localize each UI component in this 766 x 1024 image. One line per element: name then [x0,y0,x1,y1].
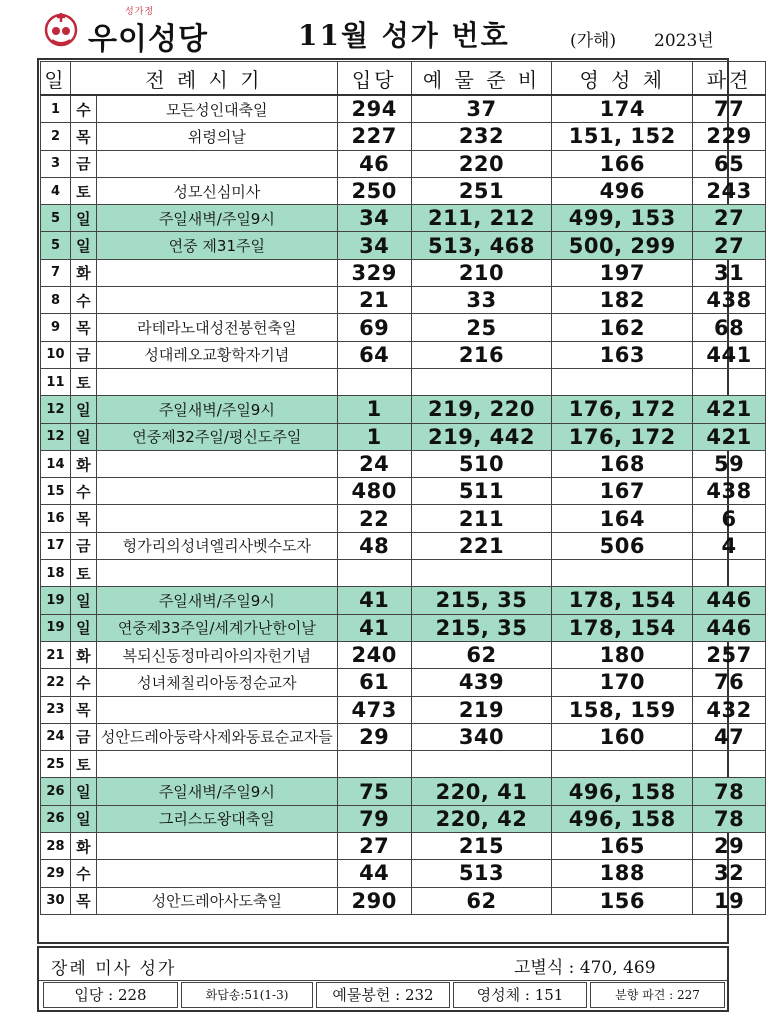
communion-hymn-cell: 178, 154 [552,587,693,614]
liturgy-cell: 그리스도왕대축일 [96,805,337,832]
liturgy-cell [96,478,337,505]
offertory-hymn-cell: 513, 468 [411,232,552,259]
col-header-communion: 영 성 체 [552,62,693,96]
communion-hymn-cell [552,368,693,395]
communion-hymn-cell: 499, 153 [552,205,693,232]
day-cell: 9 [41,314,71,341]
communion-hymn-cell: 496, 158 [552,805,693,832]
weekday-cell: 토 [70,560,96,587]
day-cell: 19 [41,614,71,641]
entrance-hymn-cell [337,560,411,587]
liturgy-cell: 위령의날 [96,123,337,150]
offertory-hymn-cell: 219, 442 [411,423,552,450]
entrance-hymn-cell: 1 [337,396,411,423]
entrance-hymn-cell: 227 [337,123,411,150]
weekday-cell: 수 [70,669,96,696]
communion-hymn-cell: 156 [552,887,693,914]
liturgy-cell: 주일새벽/주일9시 [96,778,337,805]
offertory-hymn-cell: 221 [411,532,552,559]
communion-hymn-cell: 176, 172 [552,396,693,423]
offertory-hymn-cell: 340 [411,723,552,750]
weekday-cell: 일 [70,614,96,641]
table-row [41,723,766,750]
communion-hymn-cell: 151, 152 [552,123,693,150]
day-cell: 4 [41,177,71,204]
entrance-hymn-cell: 34 [337,232,411,259]
communion-hymn-cell: 496 [552,177,693,204]
entrance-hymn-cell: 79 [337,805,411,832]
communion-hymn-cell: 174 [552,95,693,123]
entrance-hymn-cell [337,368,411,395]
col-header-sending: 파견 [693,62,766,96]
weekday-cell: 일 [70,205,96,232]
day-cell: 17 [41,532,71,559]
liturgy-cell: 연중제33주일/세계가난한이날 [96,614,337,641]
funeral-communion: 영성체 : 151 [453,982,587,1008]
day-cell: 1 [41,95,71,123]
table-row [41,368,766,395]
day-cell: 16 [41,505,71,532]
day-cell: 14 [41,450,71,477]
day-cell: 8 [41,287,71,314]
weekday-cell: 일 [70,423,96,450]
weekday-cell: 수 [70,860,96,887]
communion-hymn-cell: 167 [552,478,693,505]
sending-hymn-cell: 421 [693,396,766,423]
communion-hymn-cell: 166 [552,150,693,177]
communion-hymn-cell: 168 [552,450,693,477]
offertory-hymn-cell [411,751,552,778]
sending-hymn-cell: 257 [693,641,766,668]
table-row [41,641,766,668]
offertory-hymn-cell: 215 [411,833,552,860]
col-header-offertory: 예 물 준 비 [411,62,552,96]
day-cell: 26 [41,805,71,832]
liturgy-cell: 성안드레아둥락사제와동료순교자들 [96,723,337,750]
sending-hymn-cell: 19 [693,887,766,914]
offertory-hymn-cell: 219 [411,696,552,723]
table-row [41,560,766,587]
day-cell: 12 [41,423,71,450]
table-row-sunday [41,205,766,232]
sending-hymn-cell: 31 [693,259,766,286]
table-row-sunday [41,805,766,832]
sending-hymn-cell: 78 [693,805,766,832]
page-header [0,0,766,60]
entrance-hymn-cell: 29 [337,723,411,750]
weekday-cell: 금 [70,532,96,559]
liturgy-cell: 성녀체칠리아동정순교자 [96,669,337,696]
entrance-hymn-cell: 75 [337,778,411,805]
table-row [41,532,766,559]
parish-name: 우이성당 [88,22,208,57]
offertory-hymn-cell: 220, 41 [411,778,552,805]
entrance-hymn-cell: 329 [337,259,411,286]
entrance-hymn-cell: 27 [337,833,411,860]
communion-hymn-cell: 170 [552,669,693,696]
offertory-hymn-cell: 511 [411,478,552,505]
weekday-cell: 수 [70,95,96,123]
sending-hymn-cell: 27 [693,205,766,232]
liturgy-cell: 주일새벽/주일9시 [96,587,337,614]
liturgy-cell [96,833,337,860]
liturgy-cell: 주일새벽/주일9시 [96,396,337,423]
liturgy-cell: 성안드레아사도축일 [96,887,337,914]
table-row [41,887,766,914]
offertory-hymn-cell: 439 [411,669,552,696]
weekday-cell: 금 [70,341,96,368]
offertory-hymn-cell: 220 [411,150,552,177]
offertory-hymn-cell: 219, 220 [411,396,552,423]
liturgical-cycle: (가해) [570,31,617,51]
table-row-sunday [41,614,766,641]
offertory-hymn-cell: 510 [411,450,552,477]
weekday-cell: 목 [70,314,96,341]
day-cell: 3 [41,150,71,177]
entrance-hymn-cell: 48 [337,532,411,559]
table-row [41,696,766,723]
communion-hymn-cell: 182 [552,287,693,314]
offertory-hymn-cell: 215, 35 [411,614,552,641]
table-row [41,287,766,314]
funeral-mass-label: 장례 미사 성가 [51,959,177,979]
day-cell: 30 [41,887,71,914]
table-row [41,450,766,477]
table-row [41,259,766,286]
communion-hymn-cell: 160 [552,723,693,750]
table-row [41,478,766,505]
liturgy-cell: 성모신심미사 [96,177,337,204]
communion-hymn-cell: 163 [552,341,693,368]
sending-hymn-cell: 229 [693,123,766,150]
communion-hymn-cell: 165 [552,833,693,860]
offertory-hymn-cell: 215, 35 [411,587,552,614]
weekday-cell: 금 [70,723,96,750]
liturgy-cell: 헝가리의성녀엘리사벳수도자 [96,532,337,559]
table-row [41,123,766,150]
weekday-cell: 토 [70,751,96,778]
liturgy-cell [96,696,337,723]
entrance-hymn-cell: 69 [337,314,411,341]
weekday-cell: 일 [70,232,96,259]
sending-hymn-cell: 68 [693,314,766,341]
communion-hymn-cell: 197 [552,259,693,286]
day-cell: 22 [41,669,71,696]
communion-hymn-cell: 178, 154 [552,614,693,641]
day-cell: 25 [41,751,71,778]
page-title: 11월 성가 번호 [298,19,510,52]
day-cell: 18 [41,560,71,587]
sending-hymn-cell: 47 [693,723,766,750]
table-row [41,341,766,368]
col-header-entrance: 입당 [337,62,411,96]
funeral-header-line [39,948,727,981]
entrance-hymn-cell: 64 [337,341,411,368]
offertory-hymn-cell: 232 [411,123,552,150]
offertory-hymn-cell: 33 [411,287,552,314]
communion-hymn-cell: 188 [552,860,693,887]
weekday-cell: 목 [70,887,96,914]
year-label: 2023년 [654,31,714,51]
entrance-hymn-cell: 46 [337,150,411,177]
offertory-hymn-cell: 211 [411,505,552,532]
day-cell: 15 [41,478,71,505]
funeral-responsorial: 화답송:51(1-3) [181,982,313,1008]
liturgy-cell [96,450,337,477]
funeral-incense-sending: 분향 파견 : 227 [590,982,725,1008]
weekday-cell: 수 [70,478,96,505]
weekday-cell: 일 [70,587,96,614]
table-row [41,505,766,532]
sending-hymn-cell: 32 [693,860,766,887]
liturgy-cell [96,259,337,286]
day-cell: 10 [41,341,71,368]
table-row [41,833,766,860]
liturgy-cell: 복되신동정마리아의자헌기념 [96,641,337,668]
offertory-hymn-cell: 62 [411,887,552,914]
offertory-hymn-cell: 25 [411,314,552,341]
sending-hymn-cell: 6 [693,505,766,532]
col-header-liturgy: 전 례 시 기 [70,62,337,96]
communion-hymn-cell [552,560,693,587]
sending-hymn-cell: 432 [693,696,766,723]
offertory-hymn-cell [411,368,552,395]
table-row [41,860,766,887]
communion-hymn-cell: 180 [552,641,693,668]
liturgy-cell: 성대레오교황학자기념 [96,341,337,368]
sending-hymn-cell: 4 [693,532,766,559]
offertory-hymn-cell: 216 [411,341,552,368]
sending-hymn-cell [693,751,766,778]
sending-hymn-cell [693,560,766,587]
entrance-hymn-cell: 290 [337,887,411,914]
entrance-hymn-cell: 41 [337,587,411,614]
weekday-cell: 화 [70,833,96,860]
communion-hymn-cell: 496, 158 [552,778,693,805]
entrance-hymn-cell: 61 [337,669,411,696]
weekday-cell: 일 [70,778,96,805]
offertory-hymn-cell: 513 [411,860,552,887]
offertory-hymn-cell: 37 [411,95,552,123]
funeral-mass-section [37,946,729,1012]
hymn-table [40,61,766,915]
day-cell: 7 [41,259,71,286]
sending-hymn-cell: 438 [693,478,766,505]
table-row-sunday [41,423,766,450]
day-cell: 2 [41,123,71,150]
liturgy-cell: 라테라노대성전봉헌축일 [96,314,337,341]
weekday-cell: 목 [70,505,96,532]
liturgy-cell [96,560,337,587]
entrance-hymn-cell: 24 [337,450,411,477]
brand-subtitle: 성가정 [125,7,155,17]
weekday-cell: 화 [70,259,96,286]
sending-hymn-cell: 438 [693,287,766,314]
liturgy-cell: 연중제32주일/평신도주일 [96,423,337,450]
weekday-cell: 토 [70,368,96,395]
sending-hymn-cell: 65 [693,150,766,177]
weekday-cell: 수 [70,287,96,314]
sending-hymn-cell [693,368,766,395]
communion-hymn-cell: 506 [552,532,693,559]
entrance-hymn-cell: 480 [337,478,411,505]
entrance-hymn-cell: 41 [337,614,411,641]
liturgy-cell [96,287,337,314]
farewell-rite-hymns: 고별식 : 470, 469 [514,958,656,978]
offertory-hymn-cell: 251 [411,177,552,204]
parish-logo-icon [44,10,78,48]
day-cell: 21 [41,641,71,668]
col-header-day: 일 [41,62,71,96]
weekday-cell: 화 [70,641,96,668]
weekday-cell: 일 [70,805,96,832]
weekday-cell: 금 [70,150,96,177]
liturgy-cell [96,751,337,778]
communion-hymn-cell: 164 [552,505,693,532]
communion-hymn-cell: 162 [552,314,693,341]
sending-hymn-cell: 29 [693,833,766,860]
entrance-hymn-cell: 34 [337,205,411,232]
communion-hymn-cell [552,751,693,778]
offertory-hymn-cell [411,560,552,587]
table-row-sunday [41,778,766,805]
sending-hymn-cell: 446 [693,614,766,641]
offertory-hymn-cell: 210 [411,259,552,286]
entrance-hymn-cell: 240 [337,641,411,668]
weekday-cell: 일 [70,396,96,423]
sending-hymn-cell: 421 [693,423,766,450]
sending-hymn-cell: 77 [693,95,766,123]
table-row [41,314,766,341]
entrance-hymn-cell: 473 [337,696,411,723]
table-row [41,95,766,123]
entrance-hymn-cell: 294 [337,95,411,123]
weekday-cell: 화 [70,450,96,477]
day-cell: 5 [41,232,71,259]
entrance-hymn-cell: 250 [337,177,411,204]
sending-hymn-cell: 243 [693,177,766,204]
liturgy-cell [96,368,337,395]
sending-hymn-cell: 27 [693,232,766,259]
table-row [41,751,766,778]
offertory-hymn-cell: 220, 42 [411,805,552,832]
sending-hymn-cell: 76 [693,669,766,696]
weekday-cell: 토 [70,177,96,204]
sending-hymn-cell: 441 [693,341,766,368]
sending-hymn-cell: 446 [693,587,766,614]
day-cell: 12 [41,396,71,423]
liturgy-cell [96,150,337,177]
weekday-cell: 목 [70,123,96,150]
table-row [41,150,766,177]
weekday-cell: 목 [70,696,96,723]
communion-hymn-cell: 158, 159 [552,696,693,723]
table-row-sunday [41,396,766,423]
funeral-offertory: 예물봉헌 : 232 [316,982,450,1008]
communion-hymn-cell: 500, 299 [552,232,693,259]
offertory-hymn-cell: 62 [411,641,552,668]
day-cell: 28 [41,833,71,860]
entrance-hymn-cell: 44 [337,860,411,887]
funeral-entrance: 입당 : 228 [43,982,178,1008]
offertory-hymn-cell: 211, 212 [411,205,552,232]
entrance-hymn-cell: 22 [337,505,411,532]
day-cell: 11 [41,368,71,395]
entrance-hymn-cell [337,751,411,778]
day-cell: 29 [41,860,71,887]
liturgy-cell [96,505,337,532]
liturgy-cell: 연중 제31주일 [96,232,337,259]
communion-hymn-cell: 176, 172 [552,423,693,450]
entrance-hymn-cell: 21 [337,287,411,314]
sending-hymn-cell: 59 [693,450,766,477]
sending-hymn-cell: 78 [693,778,766,805]
table-row [41,177,766,204]
liturgy-cell: 모든성인대축일 [96,95,337,123]
day-cell: 23 [41,696,71,723]
day-cell: 5 [41,205,71,232]
liturgy-cell: 주일새벽/주일9시 [96,205,337,232]
liturgy-cell [96,860,337,887]
table-row-sunday [41,587,766,614]
table-row [41,669,766,696]
entrance-hymn-cell: 1 [337,423,411,450]
day-cell: 24 [41,723,71,750]
table-row-sunday [41,232,766,259]
day-cell: 26 [41,778,71,805]
table-header-row [41,62,766,96]
day-cell: 19 [41,587,71,614]
